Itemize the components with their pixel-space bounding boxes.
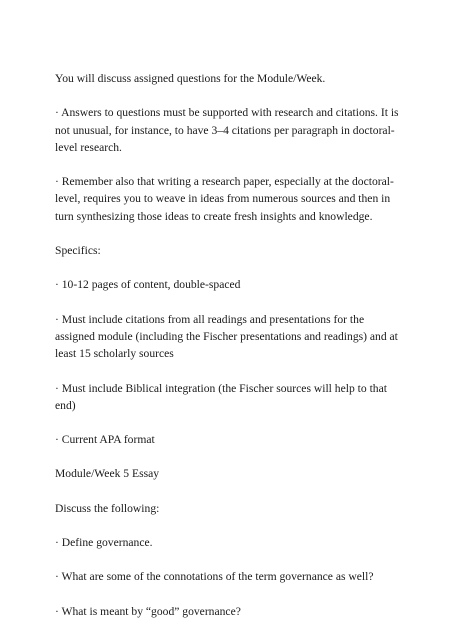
discuss-heading: Discuss the following: xyxy=(55,501,160,515)
document-body xyxy=(55,70,400,637)
bullet-page-count: · 10-12 pages of content, double-spaced xyxy=(55,278,241,292)
question-connotations: · What are some of the connotations of the term governance as well? xyxy=(55,570,374,584)
essay-title: Module/Week 5 Essay xyxy=(55,467,160,481)
bullet-citations: · Answers to questions must be supported with research and citations. It is not unusual, for instance, to have 3–4 citations per paragraph in doctoral-level research. xyxy=(55,106,399,154)
question-good-governance: · What is meant by “good” governance? xyxy=(55,604,241,618)
intro-paragraph: You will discuss assigned questions for the Module/Week. xyxy=(55,72,326,85)
bullet-synthesis: · Remember also that writing a research paper, especially at the doctoral-level, requires you to weave in ideas from numerous sources and then in turn synthesizing those ideas to create fresh insights and knowledge. xyxy=(55,175,394,223)
specifics-heading: Specifics: xyxy=(55,244,101,258)
bullet-sources: · Must include citations from all readings and presentations for the assigned module (including the Fischer presentations and readings) and at least 15 scholarly sources xyxy=(55,312,398,361)
question-define-governance: · Define governance. xyxy=(55,536,153,550)
bullet-apa-format: · Current APA format xyxy=(55,433,155,447)
bullet-biblical-integration: · Must include Biblical integration (the Fischer sources will help to that end) xyxy=(55,381,387,412)
